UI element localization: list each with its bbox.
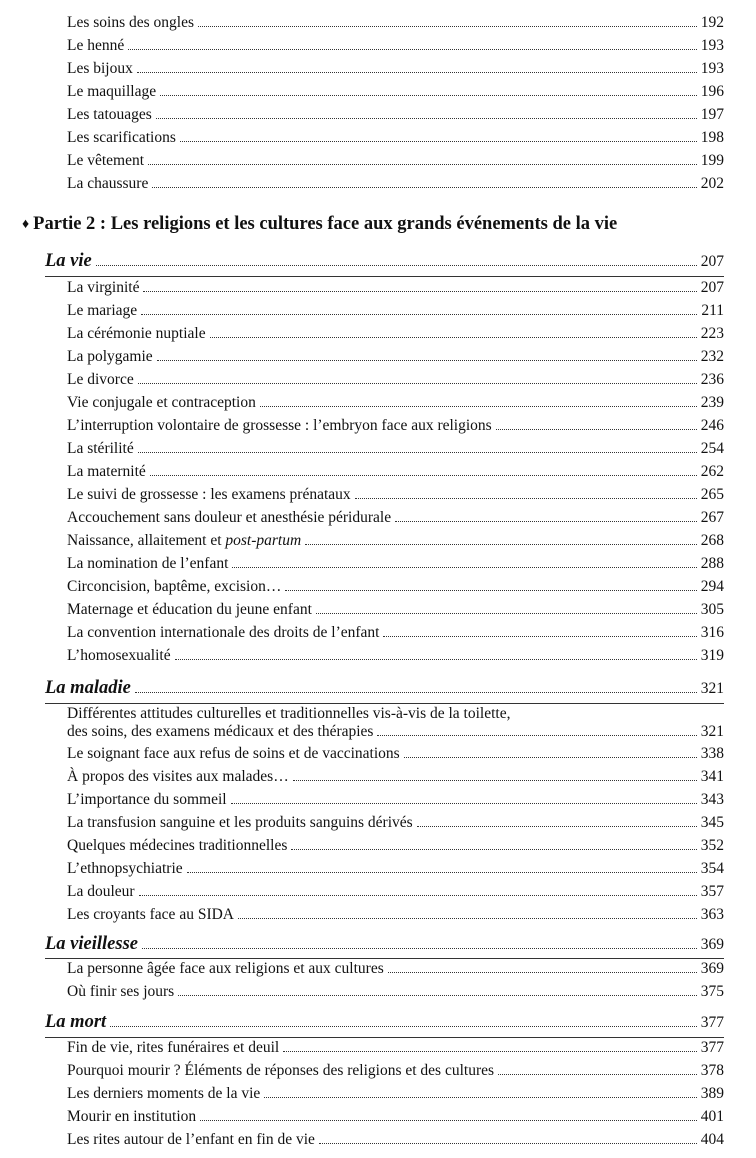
dot-leader [395,521,697,522]
toc-entry [67,371,724,389]
page-number: 254 [700,440,724,457]
toc-entry [67,555,724,573]
page-number: 375 [700,983,724,1000]
dot-leader [180,141,697,142]
page-number: 232 [700,348,724,365]
dot-leader [264,1097,696,1098]
page-number: 345 [700,814,724,831]
entry-label: L’importance du sommeil [67,791,227,808]
entry-label: La maternité [67,463,146,480]
page-number: 401 [700,1108,724,1125]
page-number: 354 [700,860,724,877]
page-number: 294 [700,578,724,595]
entry-label: La personne âgée face aux religions et aux cultures [67,960,384,977]
toc-entry [67,1108,724,1126]
page-number: 316 [700,624,724,641]
entry-label: La chaussure [67,175,149,192]
dot-leader [498,1074,697,1075]
toc-entry [67,791,724,809]
dot-leader [137,72,697,73]
page-number: 211 [701,302,724,319]
dot-leader [110,1026,697,1027]
toc-entry [67,1131,724,1149]
entry-label: La virginité [67,279,140,296]
toc-entry [67,601,724,619]
dot-leader [285,590,696,591]
dot-leader [238,918,697,919]
toc-entry [67,394,724,412]
page-number: 199 [700,152,724,169]
dot-leader [175,659,697,660]
entry-label: Où finir ses jours [67,983,175,1000]
dot-leader [148,164,697,165]
part-heading-text: Partie 2 : Les religions et les cultures face aux grands événements de la vie [33,214,618,234]
entry-label-roman: Naissance, allaitement et [67,532,226,549]
page-number: 377 [700,1014,724,1031]
page-number: 197 [700,106,724,123]
entry-label: Le suivi de grossesse : les examens prénataux [67,486,351,503]
toc-entry [67,624,724,642]
dot-leader [157,360,697,361]
dot-leader [160,95,697,96]
dot-leader [178,995,697,996]
entry-label: Les rites autour de l’enfant en fin de vie [67,1131,315,1148]
toc-entry [67,647,724,665]
toc-entry [67,860,724,878]
entry-label: L’homosexualité [67,647,171,664]
page-number: 321 [700,680,724,697]
toc-entry [67,175,724,193]
section-heading [45,251,724,272]
dot-leader [417,826,697,827]
page-number: 262 [700,463,724,480]
toc-entry [67,883,724,901]
section-rule [45,703,724,704]
entry-label: Les bijoux [67,60,133,77]
entry-label: Le mariage [67,302,138,319]
toc-entry [67,509,724,527]
page-number: 357 [700,883,724,900]
section-title: La vie [45,251,92,271]
page-number: 268 [700,532,724,549]
section-title: La vieillesse [45,934,138,954]
page-number: 369 [700,936,724,953]
entry-label: Le divorce [67,371,134,388]
toc-entry [67,723,724,741]
section-heading [45,1012,724,1033]
page-number: 193 [700,60,724,77]
page-number: 343 [700,791,724,808]
dot-leader [319,1143,697,1144]
toc-entry [67,129,724,147]
entry-label: Vie conjugale et contraception [67,394,256,411]
section-rule [45,1037,724,1038]
page-number: 305 [700,601,724,618]
entry-label: Le soignant face aux refus de soins et de vaccinations [67,745,400,762]
entry-label-italic: post-partum [225,532,302,549]
dot-leader [291,849,696,850]
page-number: 369 [700,960,724,977]
dot-leader [143,291,696,292]
entry-label: La polygamie [67,348,153,365]
entry-label: Le vêtement [67,152,145,169]
page-number: 389 [700,1085,724,1102]
entry-label [67,532,301,550]
page-number: 404 [700,1131,724,1148]
toc-entry [67,1062,724,1080]
dot-leader [139,895,697,896]
toc-entry [67,486,724,504]
page-number: 246 [700,417,724,434]
page-number: 378 [700,1062,724,1079]
page-number: 207 [700,279,724,296]
dot-leader [128,49,697,50]
dot-leader [355,498,697,499]
dot-leader [316,613,697,614]
entry-label: La nomination de l’enfant [67,555,229,572]
page-number: 288 [700,555,724,572]
toc-entry [67,814,724,832]
section-heading [45,934,724,955]
page-number: 223 [700,325,724,342]
toc-entry [67,983,724,1001]
dot-leader [305,544,697,545]
entry-label: Le henné [67,37,125,54]
entry-label: Circoncision, baptême, excision… [67,578,282,595]
entry-label-first-line: Différentes attitudes culturelles et traditionnelles vis-à-vis de la toilette, [67,705,511,722]
page-number: 321 [700,723,724,740]
dot-leader [156,118,697,119]
dot-leader [152,187,696,188]
toc-entry [67,83,724,101]
section-rule [45,958,724,959]
dot-leader [283,1051,697,1052]
page-number: 338 [700,745,724,762]
page-number: 239 [700,394,724,411]
page-number: 267 [700,509,724,526]
entry-label: Les scarifications [67,129,176,146]
entry-label: La douleur [67,883,135,900]
page-number: 202 [700,175,724,192]
entry-label: À propos des visites aux malades… [67,768,289,785]
page-number: 236 [700,371,724,388]
entry-label: Mourir en institution [67,1108,197,1125]
section-title: La maladie [45,678,131,698]
page-number: 363 [700,906,724,923]
entry-label: Les soins des ongles [67,14,195,31]
toc-entry [67,37,724,55]
dot-leader [231,803,697,804]
page-number: 352 [700,837,724,854]
entry-label: Maternage et éducation du jeune enfant [67,601,312,618]
toc-entry [67,440,724,458]
toc-entry [67,768,724,786]
page-number: 192 [700,14,724,31]
toc-entry [67,1085,724,1103]
dot-leader [187,872,697,873]
entry-label: La transfusion sanguine et les produits sanguins dérivés [67,814,413,831]
page-number: 193 [700,37,724,54]
dot-leader [135,692,697,693]
toc-entry [67,325,724,343]
toc-entry [67,837,724,855]
page-number: 207 [700,253,724,270]
dot-leader [377,735,696,736]
dot-leader [96,265,697,266]
entry-label: Les tatouages [67,106,152,123]
entry-label: Fin de vie, rites funéraires et deuil [67,1039,280,1056]
dot-leader [198,26,697,27]
entry-label: Quelques médecines traditionnelles [67,837,288,854]
entry-label: L’interruption volontaire de grossesse : l’embryon face aux religions [67,417,492,434]
dot-leader [260,406,697,407]
page-number: 196 [700,83,724,100]
toc-entry [67,302,724,320]
dot-leader [138,452,697,453]
page-number: 341 [700,768,724,785]
toc-entry [67,14,724,32]
toc-entry [67,60,724,78]
toc-entry [67,906,724,924]
entry-label: Pourquoi mourir ? Éléments de réponses des religions et des cultures [67,1062,495,1079]
entry-label: L’ethnopsychiatrie [67,860,183,877]
dot-leader [200,1120,697,1121]
entry-label: La cérémonie nuptiale [67,325,206,342]
toc-entry [67,745,724,763]
entry-label: Les croyants face au SIDA [67,906,234,923]
dot-leader [293,780,697,781]
entry-label: La convention internationale des droits de l’enfant [67,624,380,641]
entry-label-continuation: des soins, des examens médicaux et des thérapies [67,723,374,740]
section-rule [45,276,724,277]
toc-entry [67,578,724,596]
entry-label: La stérilité [67,440,134,457]
entry-label: Les derniers moments de la vie [67,1085,261,1102]
toc-entry [67,417,724,435]
toc-entry [67,532,724,550]
dot-leader [138,383,697,384]
toc-entry [67,279,724,297]
page-number: 377 [700,1039,724,1056]
page-number: 198 [700,129,724,146]
dot-leader [232,567,696,568]
dot-leader [383,636,696,637]
toc-entry [67,348,724,366]
toc-entry [67,1039,724,1057]
toc-entry [67,152,724,170]
entry-label: Le maquillage [67,83,157,100]
page-number: 319 [700,647,724,664]
toc-entry [67,960,724,978]
dot-leader [404,757,697,758]
diamond-bullet-icon: ♦ [22,217,30,232]
dot-leader [388,972,697,973]
section-heading [45,678,724,699]
dot-leader [141,314,697,315]
page-number: 265 [700,486,724,503]
toc-entry [67,106,724,124]
dot-leader [142,948,697,949]
part-heading [22,214,617,235]
section-title: La mort [45,1012,107,1032]
dot-leader [150,475,697,476]
toc-entry [67,463,724,481]
entry-label: Accouchement sans douleur et anesthésie péridurale [67,509,392,526]
dot-leader [210,337,697,338]
dot-leader [496,429,697,430]
